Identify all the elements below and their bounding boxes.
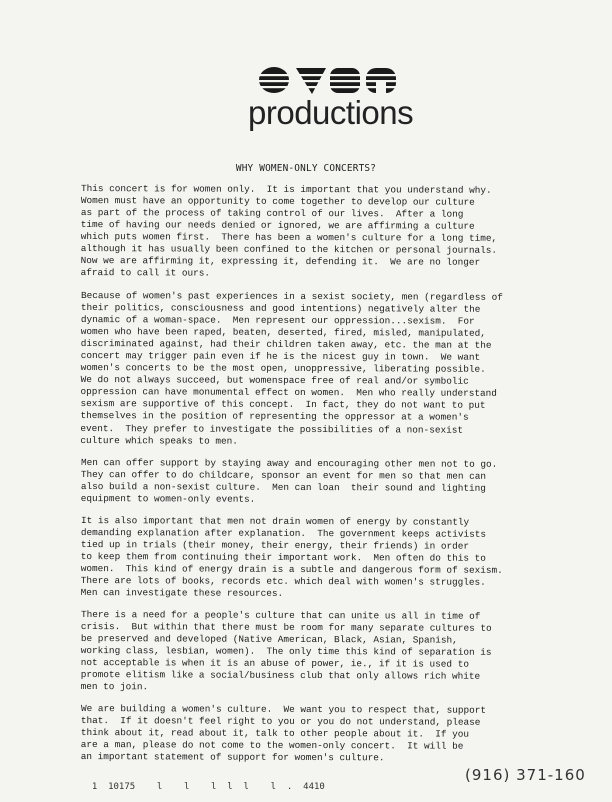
text-line: concert may trigger pain even if he is the nicest guy in town. We want bbox=[80, 350, 481, 363]
text-line: Men can investigate these resources. bbox=[80, 587, 284, 600]
paragraph-energy-drain bbox=[81, 515, 581, 602]
text-line: which puts women first. There has been a women's culture for a long time, bbox=[80, 231, 498, 245]
paragraph-women-only bbox=[81, 183, 581, 282]
text-line: Now we are affirming it, expressing it, defending it. We are no longer bbox=[80, 255, 481, 269]
text-line: Men can offer support by staying away and encouraging other men not to go. bbox=[80, 457, 498, 470]
paragraph-sexist-society bbox=[80, 290, 581, 449]
footer-contact bbox=[81, 766, 601, 802]
text-line: demanding explanation after explanation. The government keeps activists bbox=[80, 527, 487, 540]
text-line: women. This kind of energy drain is a subtle and dangerous form of sexism. bbox=[80, 563, 503, 577]
text-line: to keep them from continuing their important work. Men often do this to bbox=[80, 551, 486, 564]
text-line: discriminated against, had their children taken away, etc. the man at the bbox=[80, 338, 492, 351]
productions-wordmark: productions bbox=[248, 94, 414, 131]
text-line: themselves in the position of representing the oppressor at a women's bbox=[80, 410, 469, 424]
text-line: promote elitism like a social/business club that only allows rich white bbox=[80, 669, 481, 682]
text-line: sexism are supportive of this concept. In fact, they do not want to put bbox=[80, 398, 486, 412]
text-line: think about it, read about it, talk to other people about it. If you bbox=[80, 727, 470, 740]
text-line: There are lots of books, records etc. which deal with women's struggles. bbox=[80, 575, 486, 589]
text-line: There is a need for a people's culture that can unite us all in time of bbox=[80, 609, 481, 622]
text-line: not acceptable is when it is an abuse of power, ie., if it is used to bbox=[80, 657, 469, 670]
paragraph-men-support bbox=[81, 457, 581, 507]
text-line: oppression can have monumental effect on women. Men who really understand bbox=[80, 386, 497, 400]
text-line: crisis. But within that there must be room for many separate cultures to bbox=[80, 621, 492, 634]
text-line: an important statement of support for women's culture. bbox=[80, 751, 385, 764]
text-line: are a man, please do not come to the women-only concert. It will be bbox=[80, 739, 464, 752]
text-line: tied up in trials (their money, their energy, their friends) in order bbox=[80, 539, 470, 552]
text-line: also build a non-sexist culture. Men can loan their sound and lighting bbox=[80, 481, 486, 494]
text-line: This concert is for women only. It is important that you understand why. bbox=[80, 183, 492, 196]
text-line: event. They prefer to investigate the possibilities of a non-sexist bbox=[80, 422, 463, 436]
text-line: that. If it doesn't feel right to you or you do not understand, please bbox=[80, 715, 481, 728]
text-line: as part of the process of taking control of our lives. After a long bbox=[80, 207, 464, 220]
footer-address: 1 10175 l l l l l l . 4410 bbox=[91, 782, 325, 792]
text-line: equipment to women-only events. bbox=[80, 493, 256, 505]
text-line: women's concerts to be the most open, unoppressive, liberating possible. bbox=[80, 362, 486, 376]
text-line: Because of women's past experiences in a sexist society, men (regardless of bbox=[80, 290, 503, 303]
text-line: working class, lesbian, women). The only time this kind of separation is bbox=[80, 645, 492, 658]
text-line: culture which speaks to men. bbox=[80, 434, 238, 447]
paragraph-building-culture bbox=[81, 703, 581, 765]
footer-phone: (916) 371-160 bbox=[465, 766, 586, 784]
text-line: Women must have an opportunity to come together to develop our culture bbox=[80, 195, 475, 208]
text-line: be preserved and developed (Native American, Black, Asian, Spanish, bbox=[80, 633, 458, 646]
text-line: They can offer to do childcare, sponsor an event for men so that men can bbox=[80, 469, 487, 482]
text-line: women who have been raped, beaten, deserted, fired, misled, manipulated, bbox=[80, 326, 486, 339]
text-line: their politics, consciousness and good intentions) negatively alter the bbox=[80, 302, 481, 315]
paragraph-peoples-culture bbox=[81, 609, 581, 696]
text-line: afraid to call it ours. bbox=[80, 267, 211, 279]
text-line: We do not always succeed, but womenspace free of real and/or symbolic bbox=[80, 374, 469, 388]
text-line: We are building a women's culture. We want you to respect that, support bbox=[80, 703, 487, 716]
text-line: dynamic of a woman-space. Men represent our oppression...sexism. For bbox=[80, 314, 475, 327]
text-line: men to join. bbox=[80, 681, 149, 693]
document-title: WHY WOMEN-ONLY CONCERTS? bbox=[235, 163, 377, 174]
text-line: It is also important that men not drain women of energy by constantly bbox=[80, 515, 470, 528]
text-line: although it has usually been confined to the kitchen or personal journals. bbox=[80, 243, 498, 257]
text-line: time of having our needs denied or ignored, we are affirming a culture bbox=[80, 219, 475, 232]
